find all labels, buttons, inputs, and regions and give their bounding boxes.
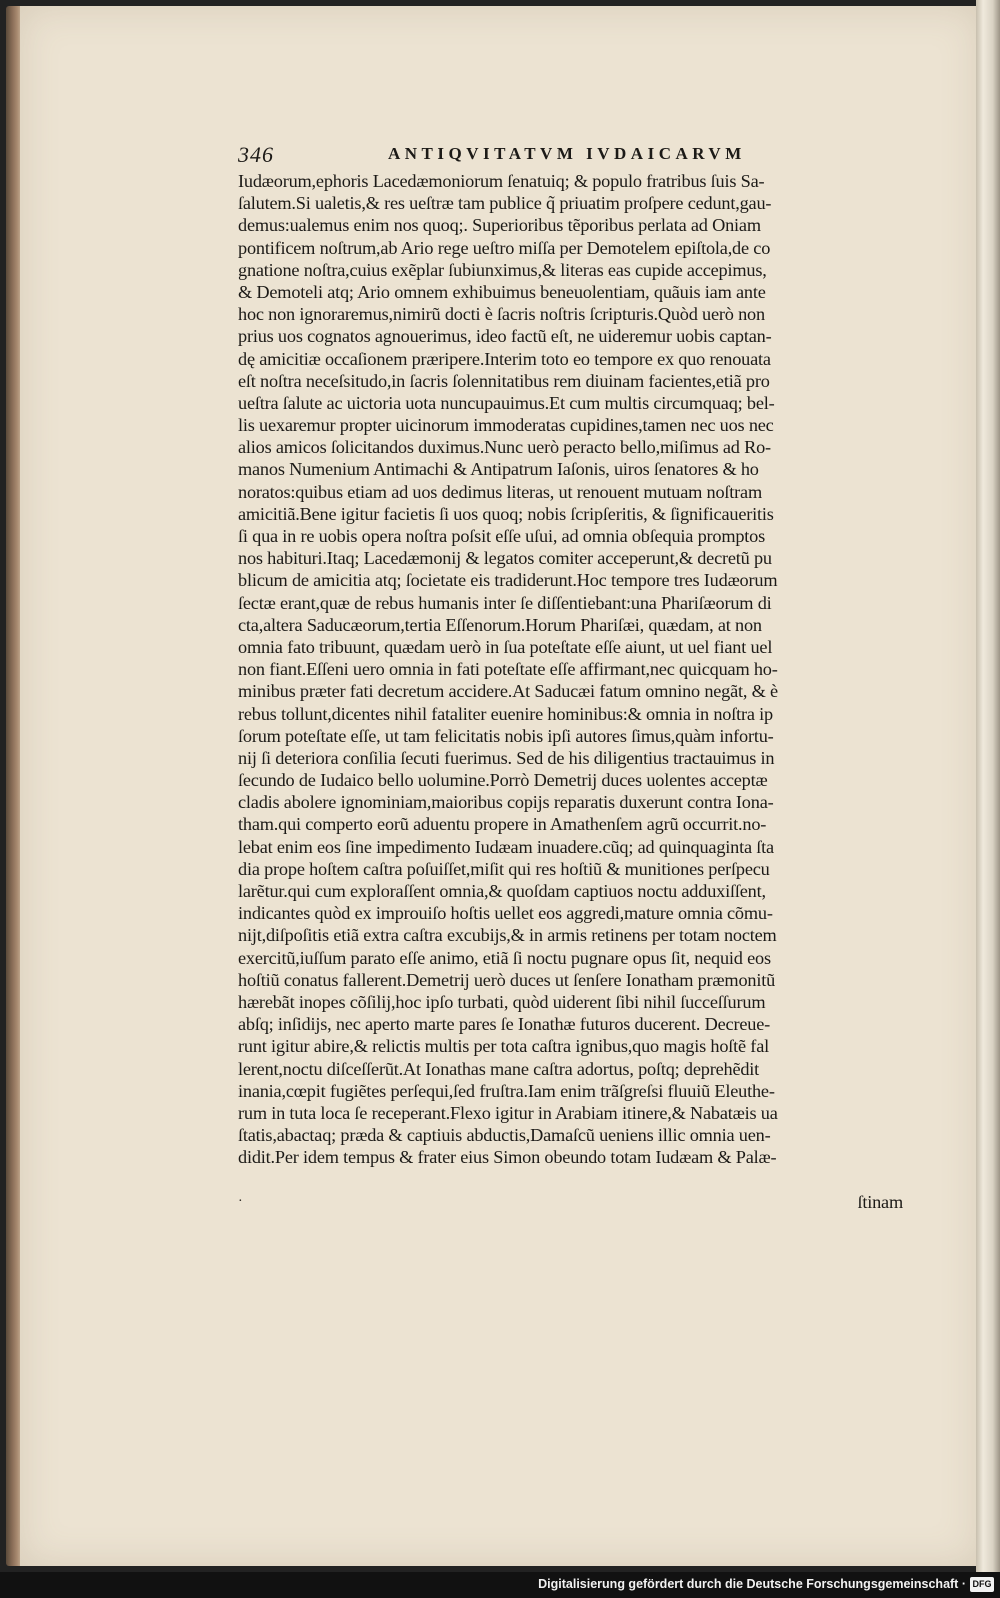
text-line: runt igitur abire,& relictis multis per tota caſtra ignibus,quo magis hoſtẽ fal	[238, 1036, 769, 1057]
text-line: & Demoteli atq; Ario omnem exhibuimus beneuolentiam, quãuis iam ante	[238, 281, 766, 302]
catchword-line	[238, 1191, 903, 1213]
text-line: indicantes quòd ex improuiſo hoſtis uellet eos aggredi,mature omnia cõmu-	[238, 903, 773, 924]
text-line: abſq; inſidijs, nec aperto marte pares ſe Ionathæ futuros ducerent. Decreue-	[238, 1014, 771, 1035]
text-line: hoc non ignoraremus,nimirũ docti è ſacris noſtris ſcripturis.Quòd uerò non	[238, 304, 765, 325]
text-line: Iudæorum,ephoris Lacedæmoniorum ſenatuiq; & populo fratribus ſuis Sa-	[238, 171, 765, 191]
text-line: omnia fato tribuunt, quædam uerò in ſua poteſtate eſſe aiunt, ut uel fiant uel	[238, 636, 773, 657]
text-line: rebus tollunt,dicentes nihil fataliter euenire hominibus:& omnia in noſtra ip	[238, 703, 773, 724]
running-title: ANTIQVITATVM IVDAICARVM	[388, 144, 746, 163]
text-line: nij ſi deteriora conſilia ſecuti fuerimus. Sed de his diligentius tractauimus in	[238, 747, 775, 768]
text-line: manos Numenium Antimachi & Antipatrum Iaſonis, uiros ſenatores & ho	[238, 459, 759, 480]
funding-credit: Digitalisierung gefördert durch die Deutsche Forschungsgemeinschaft ·	[538, 1577, 966, 1591]
text-line: nos habituri.Itaq; Lacedæmonij & legatos comiter acceperunt,& decretũ pu	[238, 548, 772, 569]
page-number: 346	[238, 142, 274, 167]
text-line: exercitũ,iuſſum parato eſſe animo, etiã ſi noctu pugnare opus ſit, nequid eos	[238, 947, 771, 968]
text-line: dia prope hoſtem caſtra poſuiſſet,miſit qui res hoſtiũ & munitiones perſpecu	[238, 858, 770, 879]
text-line: lebat enim eos ſine impedimento Iudæam inuadere.cũq; ad quinquaginta ſta	[238, 836, 774, 857]
text-line: tham.qui comperto eorũ aduentu propere in Amathenſem agrũ occurrit.no-	[238, 814, 767, 835]
text-line: blicum de amicitia atq; ſocietate eis tradiderunt.Hoc tempore tres Iudæorum	[238, 570, 778, 591]
text-line: hærebãt inopes cõſilij,hoc ipſo turbati, quòd uiderent ſibi nihil ſucceſſurum	[238, 991, 766, 1012]
text-line: ueſtra ſalute ac uictoria uota nuncupauimus.Et cum multis circumquaq; bel-	[238, 392, 775, 413]
text-line: larẽtur.qui cum exploraſſent omnia,& quoſdam captiuos noctu adduxiſſent,	[238, 881, 766, 901]
text-line: lis uexaremur propter uicinorum immoderatas cupidines,tamen nec uos nec	[238, 415, 774, 436]
line-marker: ·	[238, 1193, 243, 1209]
text-line: inania,cœpit fugiẽtes perſequi,ſed fruſtra.Iam enim trãſgreſsi fluuiũ Eleuthe-	[238, 1080, 775, 1101]
text-line: dę amicitiæ occaſionem præripere.Interim toto eo tempore ex quo renouata	[238, 348, 771, 369]
text-line: cta,altera Saducæorum,tertia Eſſenorum.Horum Phariſæi, quædam, at non	[238, 614, 762, 635]
text-line: prius uos cognatos agnouerimus, ideo factũ eſt, ne uideremur uobis captan-	[238, 326, 772, 347]
text-line: demus:ualemus enim nos quoq;. Superioribus tẽporibus perlata ad Oniam	[238, 215, 761, 236]
text-line	[238, 1168, 903, 1190]
text-line: ſectæ erant,quæ de rebus humanis inter ſe diſſentiebant:una Phariſæorum di	[238, 592, 772, 613]
page-fore-edge	[976, 0, 1000, 1572]
text-line: lerent,noctu diſceſſerũt.At Ionathas mane caſtra adortus, poſtq; deprehẽdit	[238, 1058, 760, 1079]
text-line: ſecundo de Iudaico bello uolumine.Porrò Demetrij duces uolentes acceptæ	[238, 770, 768, 791]
text-line: amicitiã.Bene igitur facietis ſi uos quoq; nobis ſcripſeritis, & ſignificaueritis	[238, 503, 774, 524]
text-line: ſalutem.Si ualetis,& res ueſtræ tam publice q̃ priuatim proſpere cedunt,gau-	[238, 193, 772, 214]
text-line: alios amicos ſolicitandos duximus.Nunc uerò peracto bello,miſimus ad Ro-	[238, 437, 771, 458]
text-line: hoſtiũ conatus fallerent.Demetrij uerò duces ut ſenſere Ionatham præmonitũ	[238, 969, 776, 990]
catchword: ſtinam	[857, 1191, 903, 1212]
text-line: eſt noſtra neceſsitudo,in ſacris ſolennitatibus rem diuinam facientes,etiã pro	[238, 370, 770, 391]
text-line: didit.Per idem tempus & frater eius Simon obeundo totam Iudæam & Palæ-	[238, 1147, 777, 1168]
body-text	[238, 170, 903, 1213]
text-line: rum in tuta loca ſe receperant.Flexo igitur in Arabiam itinere,& Nabatæis ua	[238, 1102, 778, 1123]
text-line: ſorum poteſtate eſſe, ut tam felicitatis nobis ipſi autores ſimus,quàm infortu-	[238, 725, 774, 746]
text-line: minibus præter fati decretum accidere.At Saducæi fatum omnino negãt, & è	[238, 681, 778, 702]
text-line: noratos:quibus etiam ad uos dedimus literas, ut renouent mutuam noſtram	[238, 481, 762, 502]
text-line: ſtatis,abactaq; præda & captiuis abductis,Damaſcũ ueniens illic omnia uen-	[238, 1125, 771, 1146]
text-line: cladis abolere ignominiam,maioribus copijs reparatis duxerunt contra Iona-	[238, 792, 774, 813]
text-line: nijt,diſpoſitis etiã extra caſtra excubijs,& in armis retinens per totam noctem	[238, 925, 777, 946]
text-line: pontificem noſtrum,ab Ario rege ueſtro miſſa per Demotelem epiſtola,de co	[238, 237, 771, 258]
text-line: ſi qua in re uobis opera noſtra poſsit eſſe uſui, ad omnia obſequia promptos	[238, 526, 766, 546]
dfg-logo: DFG	[970, 1577, 994, 1592]
text-line: gnatione noſtra,cuius exẽplar ſubiunximus,& literas eas cupide accepimus,	[238, 259, 767, 280]
page-header	[238, 142, 898, 172]
footer-bar	[0, 1572, 1000, 1598]
text-line: non fiant.Eſſeni uero omnia in fati poteſtate eſſe affirmant,nec quicquam ho-	[238, 659, 778, 680]
